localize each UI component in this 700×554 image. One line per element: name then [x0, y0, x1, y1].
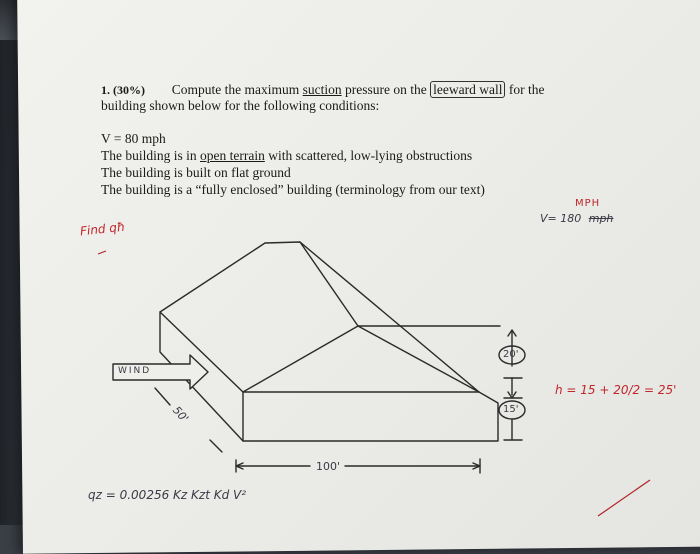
velocity-value: V= 180	[540, 212, 582, 225]
condition-velocity: V = 80 mph	[101, 131, 166, 146]
problem-text-mid: pressure on the	[341, 82, 431, 97]
velocity-unit-note: MPH	[575, 198, 601, 209]
problem-text-post: for the	[505, 82, 545, 97]
red-mark-bottom	[598, 480, 650, 516]
dim-20-label: 20'	[503, 349, 519, 360]
qz-formula-note: qz = 0.00256 Kz Kzt Kd V²	[88, 488, 247, 502]
dim-50-leader-2	[210, 440, 222, 452]
problem-suction: suction	[302, 82, 342, 97]
dim-50-leader	[155, 388, 170, 405]
problem-number: 1. (30%)	[101, 83, 145, 97]
dim-15-label: 15'	[503, 404, 519, 415]
dim-50-label: 50'	[169, 403, 192, 426]
terrain-pre: The building is in	[101, 148, 200, 163]
find-qh-note: Find qħ	[79, 219, 126, 239]
condition-enclosed: The building is a “fully enclosed” building (terminology from our text)	[101, 182, 485, 197]
wall-outline	[160, 312, 498, 441]
velocity-struck-unit: mph	[588, 212, 614, 225]
dim-100-label: 100'	[316, 460, 341, 473]
height-formula-note: h = 15 + 20/2 = 25'	[555, 383, 677, 397]
problem-line-2: building shown below for the following conditions:	[101, 98, 380, 113]
problem-text-pre: Compute the maximum	[171, 82, 303, 97]
terrain-open: open terrain	[200, 148, 265, 163]
condition-ground: The building is built on flat ground	[101, 165, 291, 180]
problem-leeward-wall: leeward wall	[430, 81, 505, 98]
roof-ridge	[300, 242, 479, 392]
terrain-post: with scattered, low-lying obstructions	[264, 148, 473, 163]
find-qh-tick	[98, 251, 106, 254]
wind-label: WIND	[118, 366, 152, 376]
